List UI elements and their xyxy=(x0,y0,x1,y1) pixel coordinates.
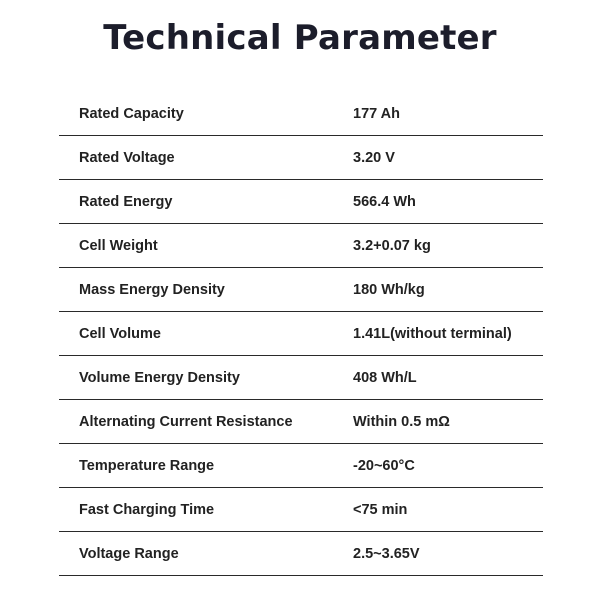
table-row xyxy=(59,312,543,356)
table-row xyxy=(59,488,543,532)
parameter-value: 408 Wh/L xyxy=(353,369,417,386)
parameter-label: Alternating Current Resistance xyxy=(79,413,293,430)
parameter-value: 2.5~3.65V xyxy=(353,545,420,562)
table-row xyxy=(59,136,543,180)
parameter-value: <75 min xyxy=(353,501,408,518)
parameter-label: Rated Energy xyxy=(79,193,173,210)
table-row xyxy=(59,356,543,400)
table-row xyxy=(59,532,543,576)
parameter-label: Cell Volume xyxy=(79,325,161,342)
parameter-value: 3.2+0.07 kg xyxy=(353,237,431,254)
parameter-label: Voltage Range xyxy=(79,545,179,562)
parameter-table xyxy=(59,92,543,576)
parameter-label: Cell Weight xyxy=(79,237,158,254)
parameter-value: 566.4 Wh xyxy=(353,193,416,210)
table-row xyxy=(59,400,543,444)
table-row xyxy=(59,92,543,136)
parameter-label: Mass Energy Density xyxy=(79,281,225,298)
parameter-label: Volume Energy Density xyxy=(79,369,240,386)
parameter-value: 1.41L(without terminal) xyxy=(353,325,512,342)
table-row xyxy=(59,180,543,224)
page-title: Technical Parameter xyxy=(103,18,497,58)
parameter-label: Fast Charging Time xyxy=(79,501,215,518)
parameter-label: Rated Voltage xyxy=(79,149,175,166)
table-row xyxy=(59,224,543,268)
table-row xyxy=(59,444,543,488)
parameter-value: Within 0.5 mΩ xyxy=(353,413,450,430)
parameter-label: Rated Capacity xyxy=(79,105,184,122)
parameter-value: 177 Ah xyxy=(353,105,401,122)
parameter-label: Temperature Range xyxy=(79,457,215,474)
parameter-value: -20~60°C xyxy=(353,457,415,474)
table-row xyxy=(59,268,543,312)
parameter-value: 180 Wh/kg xyxy=(353,281,425,298)
parameter-value: 3.20 V xyxy=(353,149,395,166)
